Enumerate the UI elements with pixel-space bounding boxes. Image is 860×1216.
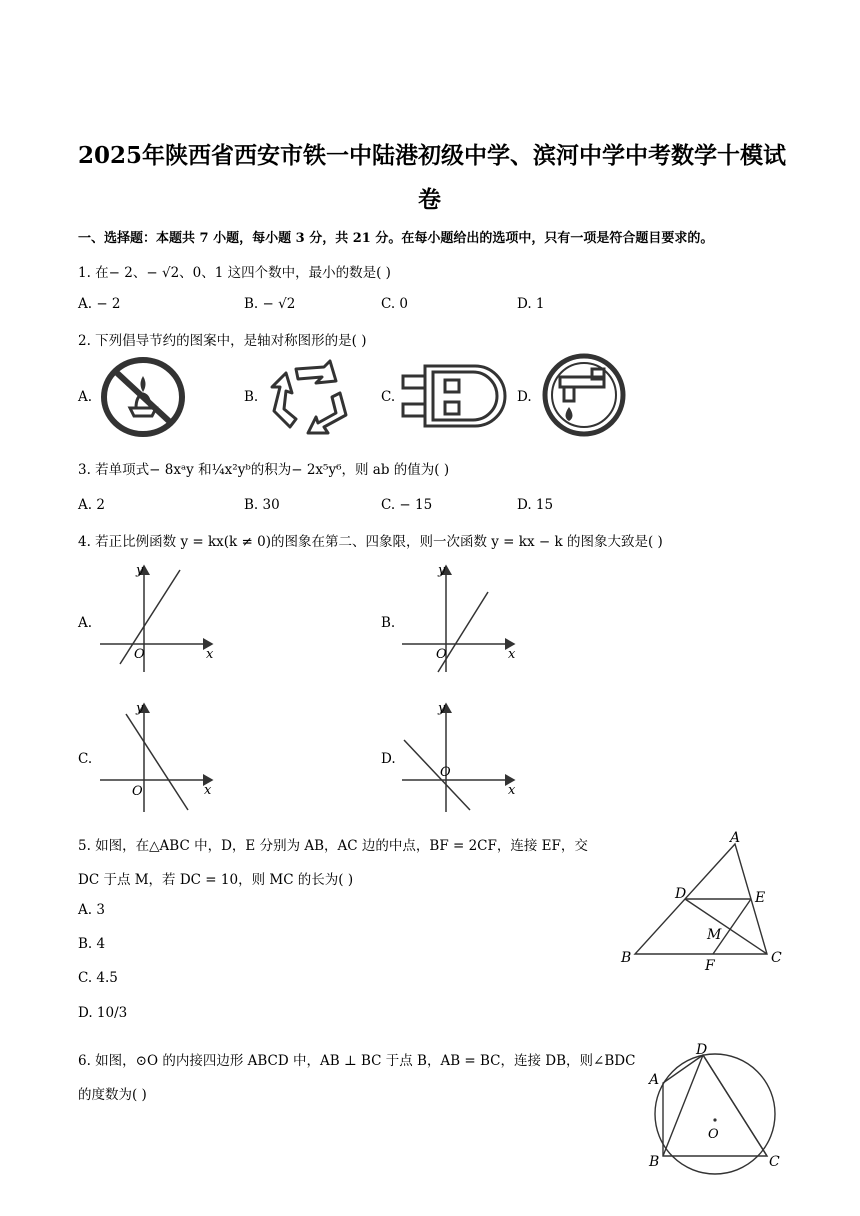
question-6-stem-line2: 的度数为( ) — [78, 1087, 147, 1103]
point-a-label: A — [730, 830, 741, 846]
paper-title-line2: 卷 — [418, 186, 441, 213]
q3-option-c: C. − 15 — [381, 497, 433, 513]
question-3-stem: 3. 若单项式− 8xᵃy 和¼x²yᵇ的积为− 2x⁵y⁶，则 ab 的值为( ) — [78, 462, 450, 478]
x-axis-label: x — [508, 783, 516, 798]
q5-option-b: B. 4 — [78, 936, 106, 952]
question-6-stem-line1: 6. 如图，⊙O 的内接四边形 ABCD 中，AB ⊥ BC 于点 B，AB = BC，连接 DB，则∠BDC — [78, 1053, 636, 1069]
y-axis-label: y — [136, 701, 144, 716]
point-d-label: D — [696, 1042, 708, 1058]
q1-option-a: A. − 2 — [78, 296, 121, 312]
point-c-label: C — [771, 950, 782, 966]
q4-graph-a — [96, 560, 222, 680]
q3-option-b: B. 30 — [244, 497, 280, 513]
power-plug-icon — [401, 360, 513, 432]
origin-label: O — [132, 784, 143, 799]
question-1-stem: 1. 在− 2、− √2、0、1 这四个数中，最小的数是( ) — [78, 265, 391, 281]
point-b-label: B — [649, 1154, 660, 1170]
q2-label-d: D. — [517, 389, 532, 405]
point-d-label: D — [675, 886, 687, 902]
q6-circle-figure — [645, 1040, 790, 1180]
point-m-label: M — [707, 927, 722, 943]
q5-triangle-figure — [615, 828, 790, 978]
q2-label-c: C. — [381, 389, 396, 405]
question-5-stem-line2: DC 于点 M，若 DC = 10，则 MC 的长为( ) — [78, 872, 354, 888]
q4-graph-d — [398, 698, 524, 818]
paper-title-line1: 2025年陕西省西安市铁一中陆港初级中学、滨河中学中考数学十模试 — [78, 142, 787, 169]
point-o-label: O — [708, 1127, 719, 1142]
point-e-label: E — [755, 890, 766, 906]
question-5-stem-line1: 5. 如图，在△ABC 中，D，E 分别为 AB，AC 边的中点，BF = 2CF，连接 EF，交 — [78, 838, 588, 854]
q1-option-d: D. 1 — [517, 296, 545, 312]
question-4-stem: 4. 若正比例函数 y = kx(k ≠ 0)的图象在第二、四象限，则一次函数 y = kx − k 的图象大致是( ) — [78, 534, 663, 550]
q2-label-b: B. — [244, 389, 259, 405]
q3-option-d: D. 15 — [517, 497, 554, 513]
x-axis-label: x — [206, 647, 214, 662]
x-axis-label: x — [204, 783, 212, 798]
point-a-label: A — [649, 1072, 660, 1088]
q4-label-c: C. — [78, 751, 93, 767]
section-heading: 一、选择题：本题共 7 小题，每小题 3 分，共 21 分。在每小题给出的选项中，只有一项是符合题目要求的。 — [78, 231, 714, 246]
origin-label: O — [134, 647, 145, 662]
q5-option-c: C. 4.5 — [78, 970, 118, 986]
q4-graph-c — [96, 698, 222, 818]
q1-option-b: B. − √2 — [244, 296, 296, 312]
question-2-stem: 2. 下列倡导节约的图案中，是轴对称图形的是( ) — [78, 333, 367, 349]
q4-graph-b — [398, 560, 524, 680]
point-c-label: C — [769, 1154, 780, 1170]
point-b-label: B — [621, 950, 632, 966]
q5-option-d: D. 10/3 — [78, 1005, 128, 1021]
no-candle-icon — [100, 356, 186, 438]
point-f-label: F — [705, 958, 715, 974]
water-faucet-icon — [540, 351, 628, 439]
recycle-arrows-icon — [266, 357, 352, 439]
origin-label: O — [440, 765, 451, 780]
x-axis-label: x — [508, 647, 516, 662]
q5-option-a: A. 3 — [78, 902, 105, 918]
q3-option-a: A. 2 — [78, 497, 105, 513]
q2-label-a: A. — [78, 389, 93, 405]
q1-option-c: C. 0 — [381, 296, 409, 312]
q4-label-d: D. — [381, 751, 396, 767]
q4-label-b: B. — [381, 615, 396, 631]
q4-label-a: A. — [78, 615, 93, 631]
y-axis-label: y — [438, 563, 446, 578]
y-axis-label: y — [438, 701, 446, 716]
origin-label: O — [436, 647, 447, 662]
y-axis-label: y — [136, 563, 144, 578]
